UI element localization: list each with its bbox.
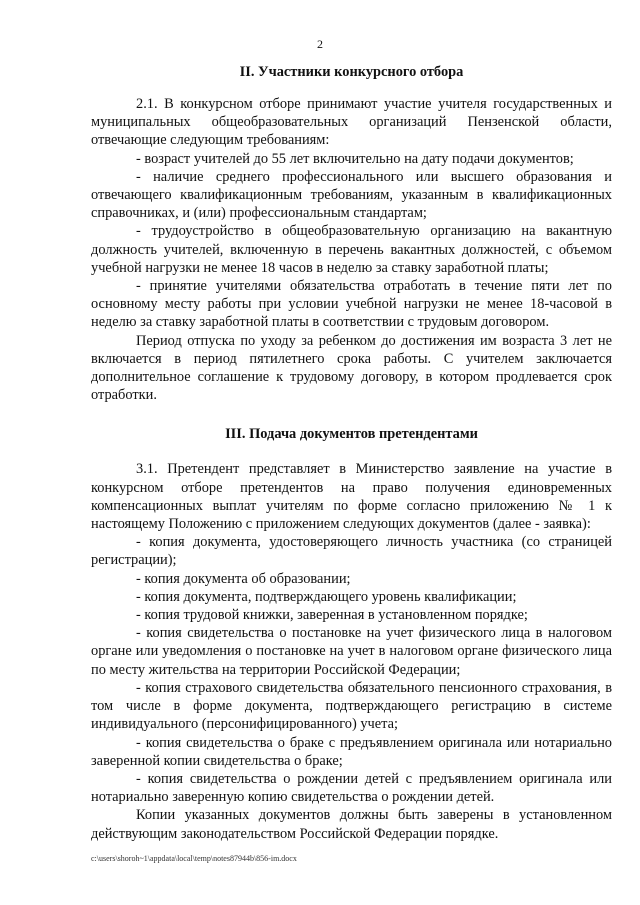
- page-number: 2: [317, 37, 323, 51]
- doc-item-birth-certificate: - копия свидетельства о рождении детей с предъявлением оригинала или нотариально заверенную копию свидетельства о рождении детей.: [91, 770, 612, 806]
- paragraph-certification: Копии указанных документов должны быть заверены в установленном действующим законодательством Российской Федерации порядке.: [91, 807, 612, 842]
- footer-file-path: c:\users\shoroh~1\appdata\local\temp\notes87944b\856-im.docx: [91, 854, 297, 863]
- paragraph-leave-period: Период отпуска по уходу за ребенком до достижения им возраста 3 лет не включается в период пятилетнего срока работы. С учителем заключается дополнительное соглашение к трудовому договору, в котором продлевается срок отработки.: [91, 332, 612, 404]
- section-heading-participants: II. Участники конкурсного отбора: [239, 64, 464, 80]
- paragraph-2-1: 2.1. В конкурсном отборе принимают участие учителя государственных и муниципальных общеобразовательных организаций Пензенской области, отвечающие следующим требованиям:: [91, 96, 612, 149]
- doc-item-marriage-certificate: - копия свидетельства о браке с предъявлением оригинала или нотариально заверенной копии свидетельства о браке;: [91, 734, 612, 769]
- requirement-education: - наличие среднего профессионального или высшего образования и отвечающего квалификационным требованиям, указанным в квалификационных справочниках, и (или) профессиональным стандартам;: [91, 168, 612, 222]
- doc-item-tax-registration: - копия свидетельства о постановке на учет физического лица в налоговом органе или уведомления о постановке на учет в налоговом органе физического лица по месту жительства на территории Российской Федерации;: [91, 625, 612, 678]
- requirement-employment: - трудоустройство в общеобразовательную организацию на вакантную должность учителей, включенную в перечень вакантных должностей, с объемом учебной нагрузки не менее 18 часов в неделю за ставку заработной платы;: [91, 223, 612, 276]
- doc-item-identity: - копия документа, удостоверяющего личность участника (со страницей регистрации);: [91, 534, 612, 569]
- doc-item-qualification: - копия документа, подтверждающего уровень квалификации;: [136, 588, 517, 605]
- doc-item-pension-insurance: - копия страхового свидетельства обязательного пенсионного страхования, в том числе в форме документа, подтверждающего регистрацию в системе индивидуального (персонифицированного) учета;: [91, 679, 612, 733]
- requirement-age: - возраст учителей до 55 лет включительно на дату подачи документов;: [136, 150, 574, 167]
- paragraph-3-1: 3.1. Претендент представляет в Министерство заявление на участие в конкурсном отборе претендентов на право получения единовременных компенсационных выплат учителям по форме согласно приложению № 1 к настоящему Положению с приложением следующих документов (далее - заявка):: [91, 461, 612, 533]
- section-heading-documents: III. Подача документов претендентами: [225, 426, 478, 443]
- doc-item-education: - копия документа об образовании;: [136, 570, 351, 587]
- requirement-obligation: - принятие учителями обязательства отработать в течение пяти лет по основному месту работы при условии учебной нагрузки не менее 18-часовой в неделю за ставку заработной платы в соответствии с трудовым договором.: [91, 278, 612, 331]
- doc-item-work-book: - копия трудовой книжки, заверенная в установленном порядке;: [136, 607, 528, 624]
- document-body: [91, 63, 612, 843]
